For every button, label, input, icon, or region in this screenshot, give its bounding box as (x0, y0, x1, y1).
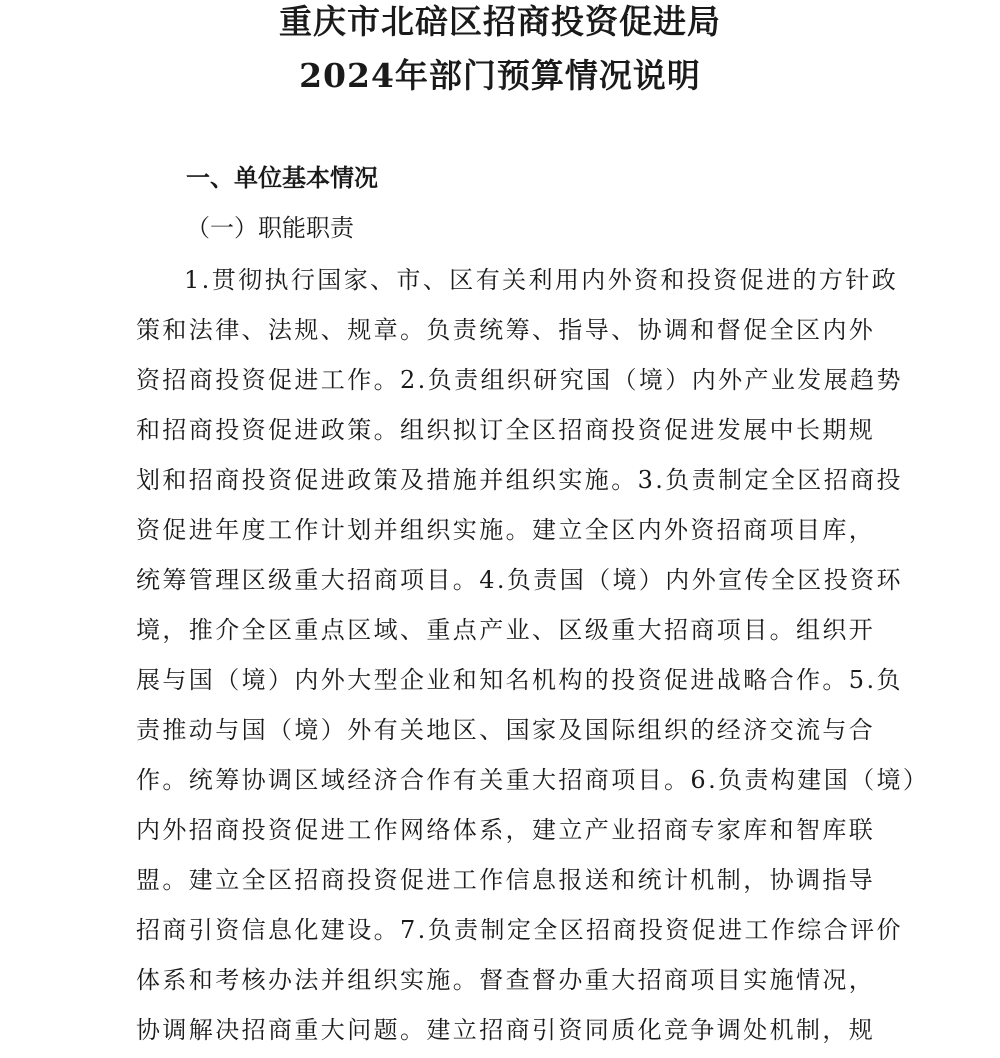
body-line: 和招商投资促进政策。组织拟订全区招商投资促进发展中长期规 (136, 416, 876, 444)
body-line: 招商引资信息化建设。7.负责制定全区招商投资促进工作综合评价 (136, 916, 903, 944)
document-title: 重庆市北碚区招商投资促进局 (279, 2, 721, 41)
document-subtitle: 2024年部门预算情况说明 (299, 56, 701, 95)
body-line: 境，推介全区重点区域、重点产业、区级重大招商项目。组织开 (136, 616, 876, 644)
body-line: 责推动与国（境）外有关地区、国家及国际组织的经济交流与合 (136, 716, 876, 744)
body-line: 展与国（境）内外大型企业和知名机构的投资促进战略合作。5.负 (136, 666, 903, 694)
subsection-heading: （一）职能职责 (186, 214, 354, 242)
body-line: 1.贯彻执行国家、市、区有关利用内外资和投资促进的方针政 (184, 266, 899, 294)
body-line: 作。统筹协调区域经济合作有关重大招商项目。6.负责构建国（境） (136, 766, 930, 794)
body-line: 统筹管理区级重大招商项目。4.负责国（境）内外宣传全区投资环 (136, 566, 903, 594)
body-line: 体系和考核办法并组织实施。督查督办重大招商项目实施情况， (136, 966, 876, 994)
body-line: 划和招商投资促进政策及措施并组织实施。3.负责制定全区招商投 (136, 466, 903, 494)
body-line: 内外招商投资促进工作网络体系，建立产业招商专家库和智库联 (136, 816, 876, 844)
body-line: 资促进年度工作计划并组织实施。建立全区内外资招商项目库， (136, 516, 876, 544)
body-line: 策和法律、法规、规章。负责统筹、指导、协调和督促全区内外 (136, 316, 876, 344)
body-line: 协调解决招商重大问题。建立招商引资同质化竞争调处机制，规 (136, 1016, 876, 1044)
section-heading: 一、单位基本情况 (186, 163, 378, 192)
body-line: 盟。建立全区招商投资促进工作信息报送和统计机制，协调指导 (136, 866, 876, 894)
body-text (136, 258, 930, 1058)
body-line: 资招商投资促进工作。2.负责组织研究国（境）内外产业发展趋势 (136, 366, 903, 394)
